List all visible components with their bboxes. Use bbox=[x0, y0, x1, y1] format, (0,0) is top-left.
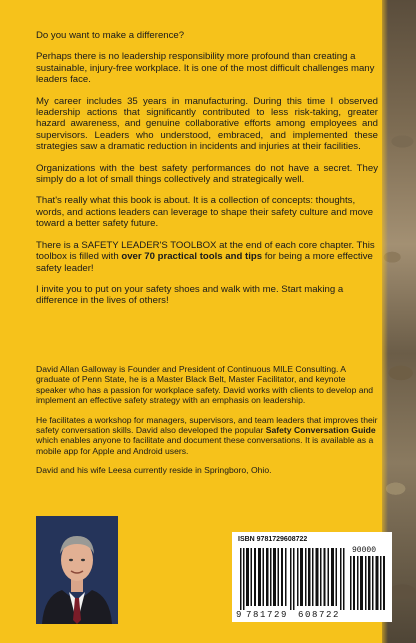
barcode-digits bbox=[236, 610, 346, 620]
bio-text-start: He facilitates a workshop for managers, supervisors, and team leaders that improves their safety conversation skills. David also developed the popular bbox=[36, 414, 378, 436]
toolbox-text-end: for being a more effective safety leader! bbox=[36, 251, 373, 274]
blurb-paragraph-4: Organizations with the best safety performances do not have a secret. They simply do a lot of small things collectively and strategically well. bbox=[36, 162, 378, 186]
barcode-digits-left: 781729 bbox=[246, 610, 289, 620]
author-photo bbox=[36, 516, 118, 624]
barcode-digit-first: 9 bbox=[236, 610, 242, 620]
isbn-barcode-box bbox=[232, 532, 392, 622]
bio-paragraph-2 bbox=[36, 415, 378, 457]
blurb-paragraph-7: I invite you to put on your safety shoes and walk with me. Start making a difference in the lives of others! bbox=[36, 283, 344, 307]
safety-guide-highlight: Safety Conversation Guide bbox=[265, 425, 376, 436]
bio-paragraph-3: David and his wife Leesa currently reside in Springboro, Ohio. bbox=[36, 465, 272, 476]
author-bio bbox=[36, 364, 378, 485]
isbn-label: ISBN 9781729608722 bbox=[238, 536, 308, 543]
blurb-paragraph-5: That's really what this book is about. It is a collection of concepts: thoughts, words, and actions leaders can leverage to shape their safety culture and move toward a better safety future. bbox=[36, 195, 374, 230]
toolbox-highlight: over 70 practical tools and tips bbox=[121, 251, 263, 263]
cover-blurb bbox=[36, 30, 378, 317]
isbn-barcode-icon bbox=[240, 548, 346, 610]
blurb-paragraph-6 bbox=[36, 240, 378, 274]
blurb-paragraph-1: Do you want to make a difference? bbox=[36, 30, 185, 41]
bio-text-end: which enables anyone to facilitate and document these conversations. It is available as a mobile app for Apple and Android users. bbox=[36, 435, 374, 456]
toolbox-text-start: There is a SAFETY LEADER'S TOOLBOX at the end of each core chapter. This toolbox is filled with bbox=[36, 239, 375, 263]
price-code: 90000 bbox=[352, 546, 377, 555]
barcode-digits-right: 608722 bbox=[298, 610, 341, 620]
blurb-paragraph-2: Perhaps there is no leadership responsibility more profound than creating a sustainable, injury-free workplace. It is one of the most difficult challenges many leaders face. bbox=[36, 51, 375, 86]
price-barcode-icon bbox=[350, 556, 386, 610]
blurb-paragraph-3: My career includes 35 years in manufacturing. During this time I observed leadership actions that significantly contributed to less risk-taking, greater hazard awareness, and genuine collaborative efforts among employees and supervisors. Leaders who understood, embraced, and implemented these strategies saw a dramatic reduction in incidents and injuries at their facilities. bbox=[36, 95, 378, 153]
bio-paragraph-1: David Allan Galloway is Founder and President of Continuous MILE Consulting. A graduate of Penn State, he is a Master Black Belt, Master Facilitator, and keynote speaker who has a passion for workplace safety. David works with clients to develop and implement an effective safety strategy with an emphasis on leadership. bbox=[36, 364, 374, 406]
